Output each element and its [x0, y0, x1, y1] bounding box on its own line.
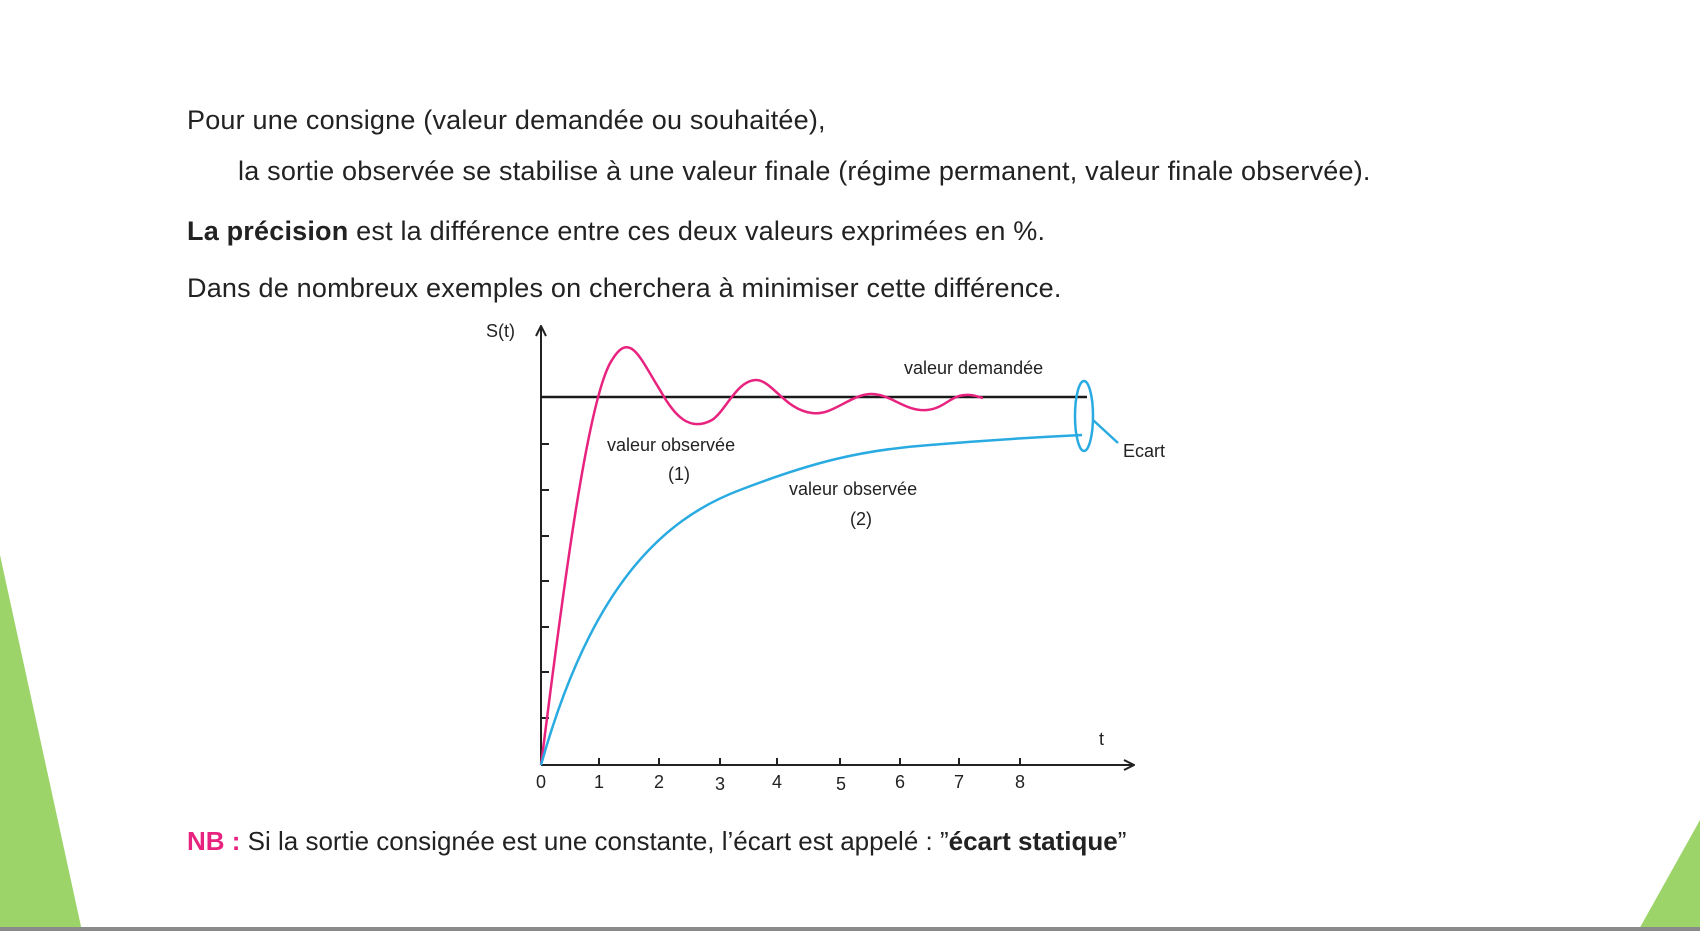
- text-line-consigne: Pour une consigne (valeur demandée ou souhaitée),: [187, 105, 826, 135]
- x-tick-label-8: 8: [1014, 772, 1026, 792]
- x-axis-label: t: [1099, 729, 1105, 749]
- text-line-minimiser: Dans de nombreux exemples on cherchera à minimiser cette différence.: [187, 273, 1062, 303]
- x-tick-label-1: 1: [593, 772, 605, 792]
- y-axis-label: S(t): [486, 321, 515, 341]
- nb-text: Si la sortie consignée est une constante, l’écart est appelé : ”: [240, 826, 949, 856]
- text-line-sortie: la sortie observée se stabilise à une valeur finale (régime permanent, valeur finale observée).: [238, 156, 1371, 186]
- ecart-pointer: [1093, 420, 1118, 443]
- label-valeur-observee-2: valeur observée: [789, 479, 918, 499]
- label-valeur-demandee: valeur demandée: [904, 358, 1044, 378]
- precision-definition: est la différence entre ces deux valeurs exprimées en %.: [348, 216, 1046, 246]
- x-tick-label-3: 3: [714, 774, 726, 794]
- x-tick-label-7: 7: [953, 772, 965, 792]
- nb-note: [187, 826, 1126, 857]
- x-tick-label-2: 2: [653, 772, 665, 792]
- x-tick-label-5: 5: [835, 774, 847, 794]
- nb-term-ecart-statique: écart statique: [948, 826, 1118, 856]
- precision-term: La précision: [187, 216, 349, 246]
- observed-curve-1: [541, 347, 983, 765]
- ecart-ellipse: [1075, 381, 1093, 451]
- y-ticks: [541, 444, 549, 718]
- label-valeur-observee-1-number: (1): [668, 464, 690, 484]
- x-ticks: [599, 758, 1020, 765]
- x-tick-label-4: 4: [771, 772, 783, 792]
- nb-label: NB :: [187, 826, 241, 856]
- label-ecart: Ecart: [1123, 441, 1166, 461]
- nb-closing-quote: ”: [1117, 826, 1127, 856]
- label-valeur-observee-2-number: (2): [850, 509, 872, 529]
- x-tick-label-6: 6: [894, 772, 906, 792]
- label-valeur-observee-1: valeur observée: [607, 435, 736, 455]
- x-tick-label-0: 0: [535, 772, 547, 792]
